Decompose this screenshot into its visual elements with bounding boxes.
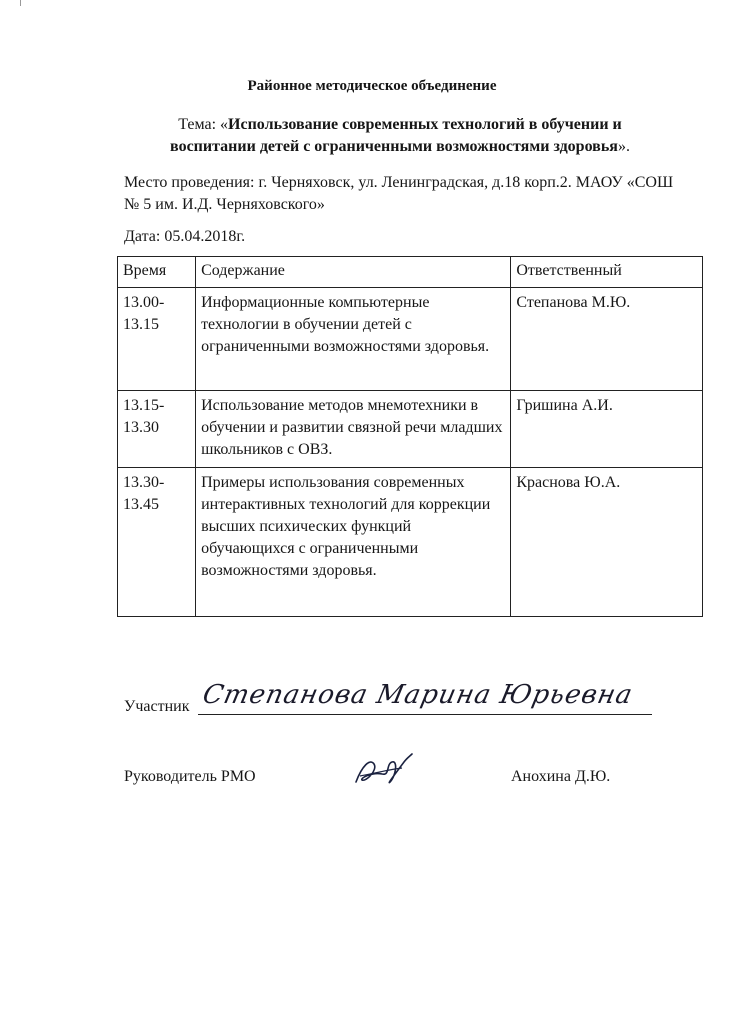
row-content: Информационные компьютерные технологии в обучении детей с ограниченными возможностями здоровья. <box>196 288 511 391</box>
row-time: 13.30-13.45 <box>118 468 196 617</box>
column-header-content: Содержание <box>196 257 511 288</box>
column-header-time: Время <box>118 257 196 288</box>
table-row <box>118 288 703 391</box>
table-row <box>118 391 703 468</box>
topic-suffix: ». <box>617 138 630 155</box>
row-content: Примеры использования современных интерактивных технологий для коррекции высших психических функций обучающихся с ограниченными возможностями здоровья. <box>196 468 511 617</box>
participant-handwritten-signature: Степанова Марина Юрьевна <box>200 680 636 710</box>
row-time: 13.15-13.30 <box>118 391 196 468</box>
column-header-responsible: Ответственный <box>511 257 703 288</box>
head-signature <box>352 752 414 792</box>
row-content: Использование методов мнемотехники в обучении и развитии связной речи младших школьников с ОВЗ. <box>196 391 511 468</box>
row-responsible: Гришина А.И. <box>511 391 703 468</box>
table-header-row <box>118 257 703 288</box>
topic-line <box>140 114 660 158</box>
topic-prefix: Тема: « <box>178 116 229 133</box>
table-row <box>118 468 703 617</box>
topic-title: Использование современных технологий в обучении и воспитании детей с ограниченными возможностями здоровья <box>170 116 622 155</box>
participant-label: Участник <box>124 698 190 715</box>
participant-signature-line <box>198 714 652 715</box>
head-name: Анохина Д.Ю. <box>511 768 611 785</box>
row-time: 13.00-13.15 <box>118 288 196 391</box>
row-responsible: Степанова М.Ю. <box>511 288 703 391</box>
date-text: Дата: 05.04.2018г. <box>124 228 246 245</box>
venue-text: Место проведения: г. Черняховск, ул. Ленинградская, д.18 корп.2. МАОУ «СОШ № 5 им. И.Д. Черняховского» <box>124 174 674 213</box>
head-label: Руководитель РМО <box>124 768 256 785</box>
schedule-table <box>117 256 703 617</box>
row-responsible: Краснова Ю.А. <box>511 468 703 617</box>
scan-mark <box>20 0 21 6</box>
document-heading: Районное методическое объединение <box>247 78 497 94</box>
